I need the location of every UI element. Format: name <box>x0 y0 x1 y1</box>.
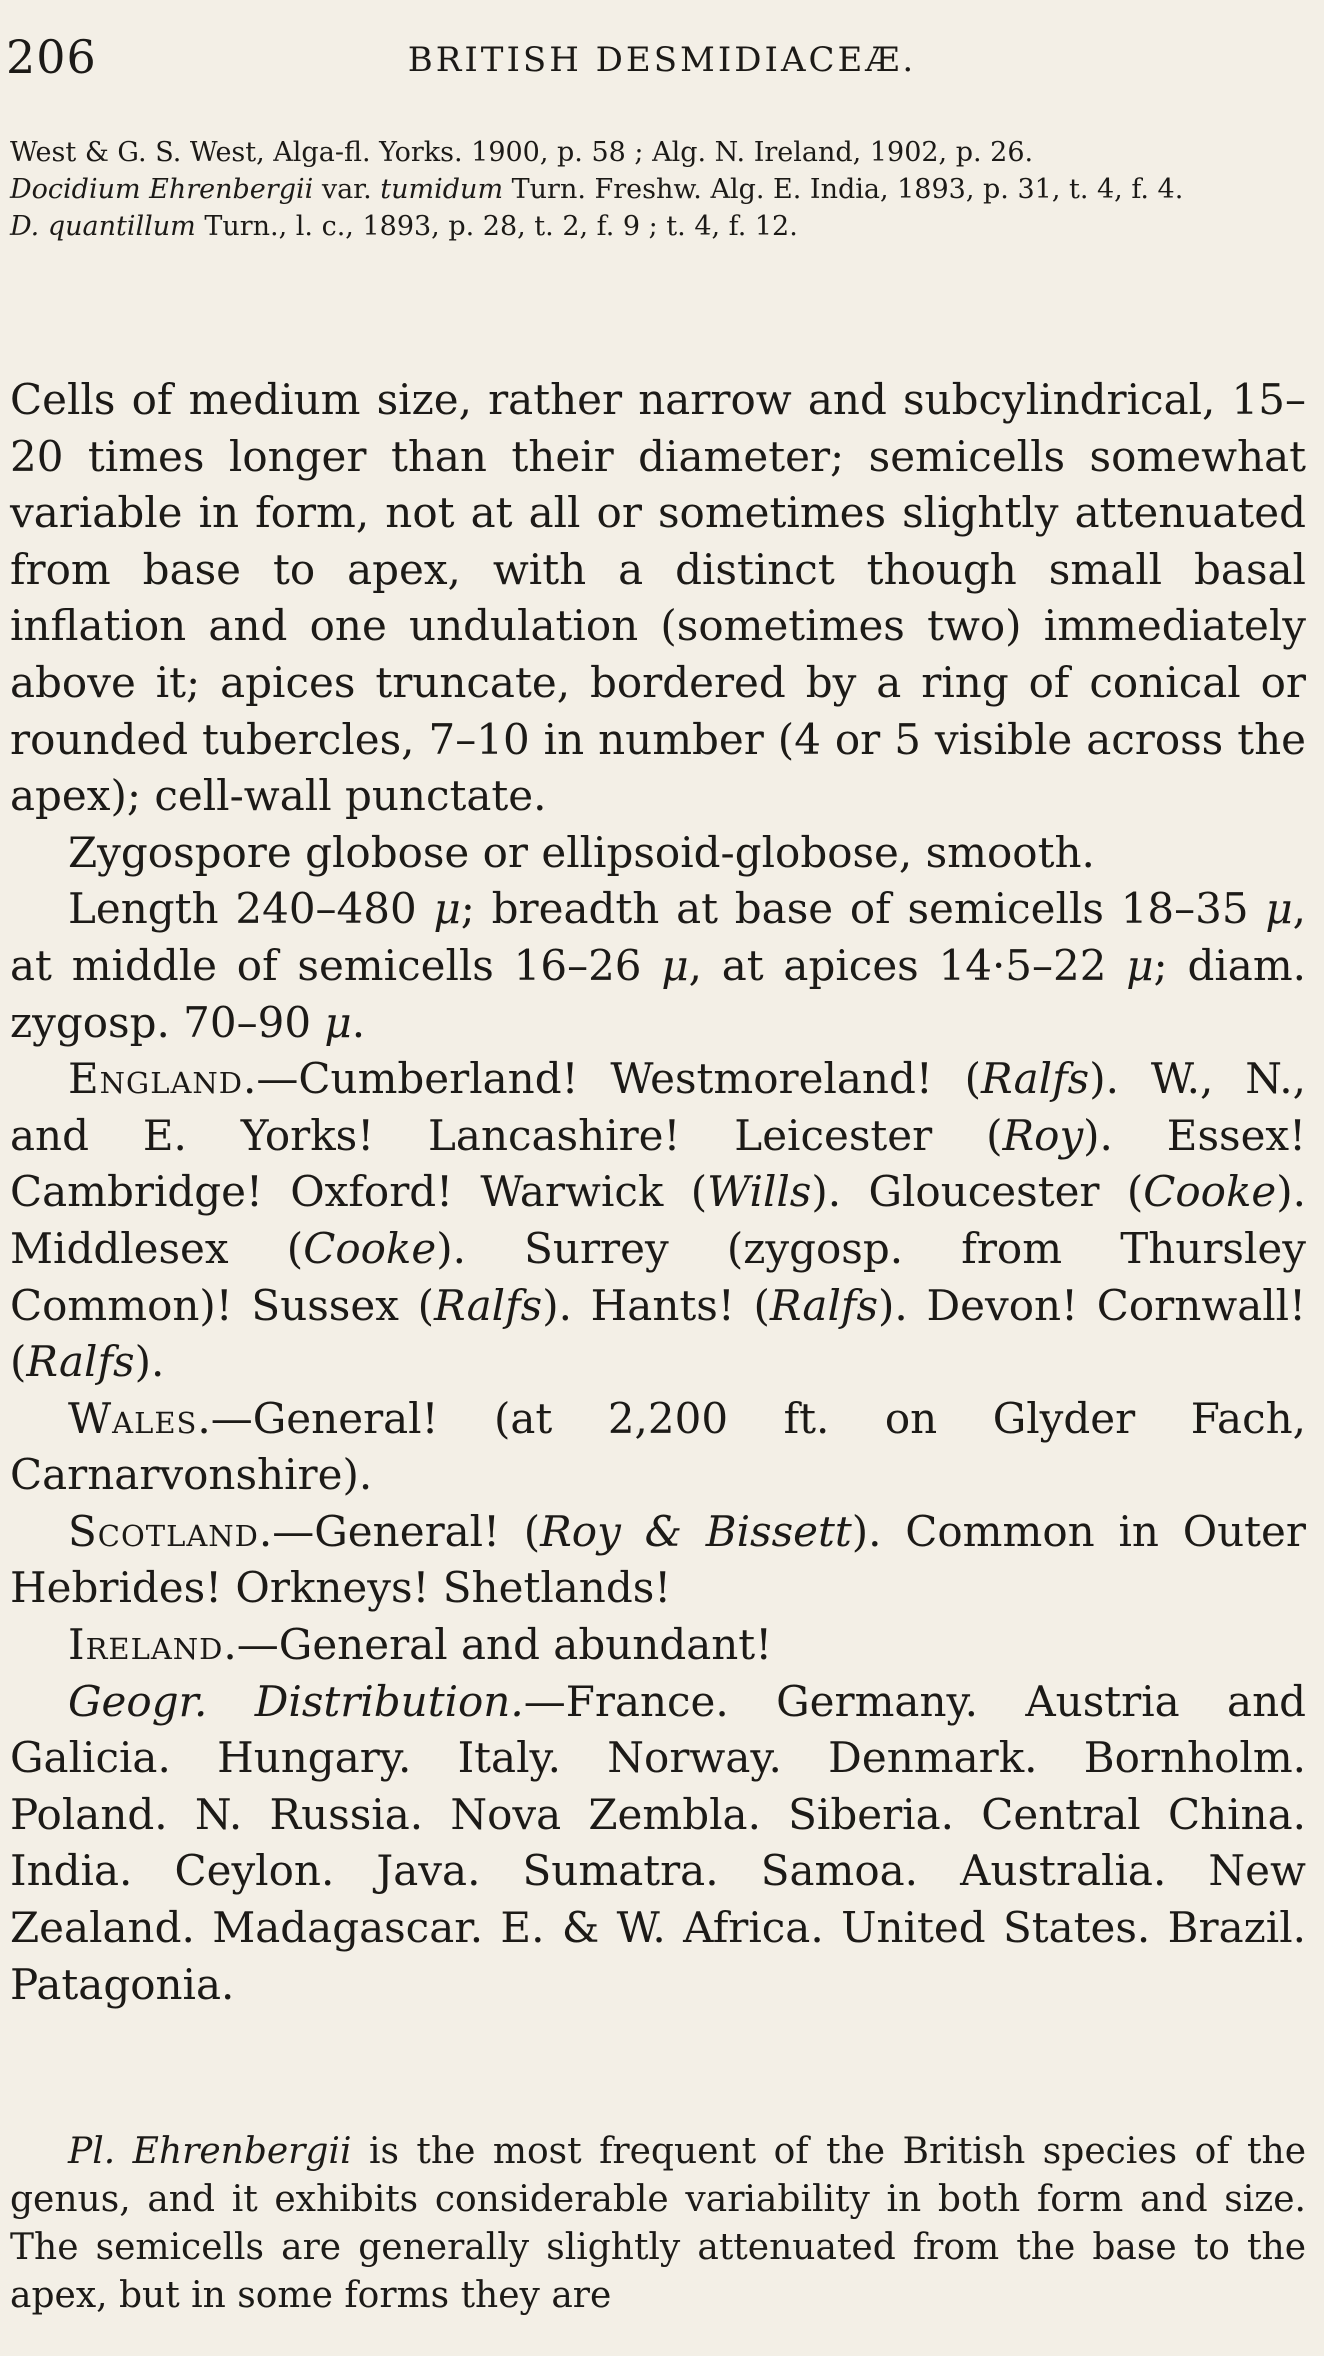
authority: Ralfs <box>26 1337 135 1387</box>
authority: Cooke <box>1143 1167 1277 1217</box>
reference-3-taxon: D. quantillum <box>10 211 196 242</box>
england-text: ). Middlesex ( <box>10 1167 1306 1273</box>
scotland-label: Scotland <box>68 1506 259 1556</box>
geographic-distribution-label: Geogr. Distribution. <box>68 1676 524 1726</box>
ireland-label: Ireland <box>68 1620 224 1670</box>
note-taxon: Pl. Ehrenbergii <box>68 2131 352 2172</box>
reference-2-taxon: Docidium Ehrenbergii <box>10 174 314 205</box>
scotland-text: .—General! ( <box>258 1506 541 1556</box>
page-number: 206 <box>6 30 97 84</box>
dim-length: Length 240–480 <box>68 884 434 934</box>
dim-zygospore: ; diam. zygosp. 70–90 <box>10 940 1307 1047</box>
dim-breadth-middle: , at middle of semicells 16–26 <box>10 884 1307 990</box>
reference-2-rest: Turn. Freshw. Alg. E. India, 1893, p. 31, t. 4, f. 4. <box>503 174 1184 205</box>
distribution-scotland <box>10 1504 1306 1617</box>
england-text: ). Gloucester ( <box>811 1167 1144 1217</box>
distribution-wales <box>10 1391 1306 1504</box>
zygospore-description: Zygospore globose or ellipsoid-globose, smooth. <box>68 827 1095 877</box>
mu-symbol: μ <box>1126 940 1154 990</box>
mu-symbol: μ <box>324 997 352 1047</box>
dim-apices: , at apices 14·5–22 <box>688 940 1127 990</box>
reference-2-variety: tumidum <box>380 174 504 205</box>
authority: Roy & Bissett <box>540 1506 852 1556</box>
authority: Ralfs <box>434 1280 543 1330</box>
geographic-distribution-text: —France. Germany. Austria and Galicia. Hungary. Italy. Norway. Denmark. Bornholm. Poland. N. Russia. Nova Zembla. Siberia. Central China. India. Ceylon. Java. Sumatra. Samoa. Australia. New Zealand. Madagascar. E. & W. Africa. United States. Brazil. Patagonia. <box>10 1676 1306 2009</box>
reference-2-mid: var. <box>313 174 381 205</box>
description-body <box>10 372 1306 2013</box>
geographic-distribution <box>10 1674 1306 2014</box>
mu-symbol: μ <box>433 884 461 934</box>
running-head: BRITISH DESMIDIACEÆ. <box>407 40 917 80</box>
reference-1: West & G. S. West, Alga-fl. Yorks. 1900, p. 58 ; Alg. N. Ireland, 1902, p. 26. <box>10 137 1034 168</box>
england-text: ). Hants! ( <box>542 1280 770 1330</box>
england-text: ). Surrey (zygosp. from Thursley Common)! Sussex ( <box>10 1223 1306 1330</box>
dim-end: . <box>351 997 366 1047</box>
ireland-text: .—General and abundant! <box>223 1620 773 1670</box>
england-text: ). Devon! Cornwall! ( <box>10 1280 1306 1387</box>
dim-breadth-base: ; breadth at base of semicells 18–35 <box>460 884 1266 934</box>
england-label: England <box>68 1054 244 1104</box>
notes <box>10 2128 1306 2320</box>
reference-3 <box>10 208 1310 245</box>
distribution-england <box>10 1051 1306 1391</box>
page-header <box>0 30 1324 90</box>
dimensions <box>10 881 1306 1051</box>
distribution-ireland <box>10 1617 1306 1674</box>
scotland-text: ). Common in Outer Hebrides! Orkneys! Shetlands! <box>10 1506 1306 1613</box>
cell-description: Cells of medium size, rather narrow and subcylindrical, 15–20 times longer than their diameter; semicells somewhat variable in form, not at all or sometimes slightly attenuated from base to apex, with a distinct though small basal inflation and one undulation (sometimes two) immediately above it; apices truncate, bordered by a ring of conical or rounded tubercles, 7–10 in number (4 or 5 visible across the apex); cell-wall punctate. <box>10 375 1306 821</box>
authority: Ralfs <box>981 1054 1090 1104</box>
reference-3-rest: Turn., l. c., 1893, p. 28, t. 2, f. 9 ; t. 4, f. 12. <box>195 211 798 242</box>
england-text: .—Cumberland! Westmoreland! ( <box>243 1054 982 1104</box>
wales-label: Wales <box>68 1393 198 1443</box>
note-text: is the most frequent of the British species of the genus, and it exhibits considerable variability in both form and size. The semicells are generally slightly attenuated from the base to the apex, but in some forms they are <box>10 2131 1307 2316</box>
authority: Ralfs <box>769 1280 879 1330</box>
authority: Wills <box>707 1167 812 1217</box>
england-text: ). <box>134 1337 165 1387</box>
reference-2 <box>10 171 1310 208</box>
authority: Roy <box>1002 1110 1084 1160</box>
mu-symbol: μ <box>1265 884 1293 934</box>
authority: Cooke <box>303 1223 437 1273</box>
wales-text: .—General! (at 2,200 ft. on Glyder Fach, Carnarvonshire). <box>10 1393 1306 1500</box>
england-text: ). Essex! Cambridge! Oxford! Warwick ( <box>10 1110 1306 1217</box>
mu-symbol: μ <box>661 940 689 990</box>
england-text: ). W., N., and E. Yorks! Lancashire! Leicester ( <box>10 1054 1307 1160</box>
references <box>10 134 1310 245</box>
note-paragraph <box>10 2128 1306 2320</box>
